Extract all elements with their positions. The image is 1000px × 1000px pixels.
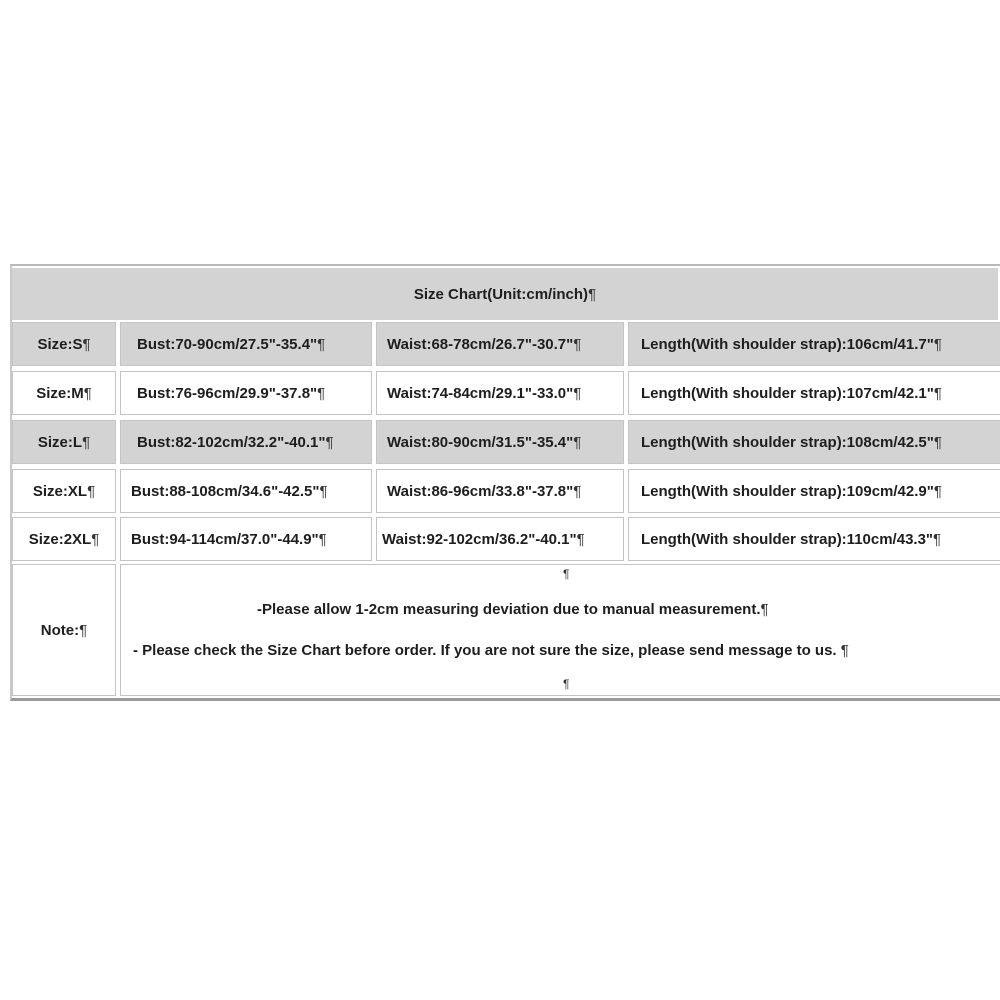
pilcrow-mark: ¶ — [325, 433, 334, 451]
note-text-1: -Please allow 1-2cm measuring deviation due to manual measurement. — [257, 601, 761, 618]
table-row — [12, 517, 1000, 561]
pilcrow-mark: ¶ — [588, 285, 597, 303]
table-row — [12, 371, 1000, 415]
size-label: Size:M — [36, 384, 84, 402]
pilcrow-mark: ¶ — [573, 335, 582, 353]
length-cell — [628, 517, 1000, 561]
note-body-cell — [120, 564, 1000, 696]
bust-cell — [120, 322, 372, 366]
pilcrow-mark: ¶ — [318, 530, 327, 548]
pilcrow-mark: ¶ — [317, 384, 326, 402]
pilcrow-mark: ¶ — [933, 482, 942, 500]
pilcrow-mark: ¶ — [933, 530, 942, 548]
pilcrow-mark: ¶ — [319, 482, 328, 500]
length-cell — [628, 322, 1000, 366]
pilcrow-mark: ¶ — [573, 482, 582, 500]
table-row — [12, 420, 1000, 464]
length-value: Length(With shoulder strap):109cm/42.9" — [641, 482, 934, 500]
pilcrow-mark: ¶ — [573, 433, 582, 451]
note-line-1 — [257, 601, 769, 618]
size-chart-table — [10, 264, 1000, 701]
pilcrow-mark: ¶ — [82, 335, 91, 353]
waist-value: Waist:86-96cm/33.8"-37.8" — [387, 482, 574, 500]
bust-cell — [120, 469, 372, 513]
bust-value: Bust:88-108cm/34.6"-42.5" — [131, 482, 320, 500]
pilcrow-mark: ¶ — [760, 601, 769, 618]
length-cell — [628, 371, 1000, 415]
table-row — [12, 322, 1000, 366]
waist-cell — [376, 420, 624, 464]
note-label-cell — [12, 564, 116, 696]
bust-value: Bust:76-96cm/29.9"-37.8" — [137, 384, 318, 402]
bust-cell — [120, 371, 372, 415]
note-text-2: - Please check the Size Chart before order. If you are not sure the size, please send message to us. — [133, 642, 841, 659]
table-row — [12, 469, 1000, 513]
size-label: Size:2XL — [28, 530, 92, 548]
pilcrow-mark: ¶ — [317, 335, 326, 353]
waist-value: Waist:68-78cm/26.7"-30.7" — [387, 335, 574, 353]
waist-cell — [376, 371, 624, 415]
bust-cell — [120, 517, 372, 561]
waist-cell — [376, 469, 624, 513]
table-title-cell — [12, 268, 998, 320]
note-label: Note: — [40, 621, 80, 639]
size-label: Size:S — [37, 335, 83, 353]
pilcrow-mark: ¶ — [82, 433, 91, 451]
waist-value: Waist:74-84cm/29.1"-33.0" — [387, 384, 574, 402]
pilcrow-mark: ¶ — [79, 621, 88, 639]
pilcrow-mark: ¶ — [563, 677, 570, 691]
size-cell — [12, 420, 116, 464]
length-value: Length(With shoulder strap):108cm/42.5" — [641, 433, 934, 451]
size-label: Size:XL — [32, 482, 88, 500]
size-label: Size:L — [37, 433, 83, 451]
length-value: Length(With shoulder strap):110cm/43.3" — [641, 530, 934, 548]
bust-value: Bust:94-114cm/37.0"-44.9" — [131, 530, 319, 548]
pilcrow-mark: ¶ — [87, 482, 96, 500]
waist-value: Waist:80-90cm/31.5"-35.4" — [387, 433, 574, 451]
pilcrow-mark: ¶ — [933, 433, 942, 451]
length-cell — [628, 420, 1000, 464]
length-cell — [628, 469, 1000, 513]
length-value: Length(With shoulder strap):107cm/42.1" — [641, 384, 934, 402]
length-value: Length(With shoulder strap):106cm/41.7" — [641, 335, 934, 353]
pilcrow-mark: ¶ — [563, 567, 570, 581]
pilcrow-mark: ¶ — [933, 335, 942, 353]
pilcrow-mark: ¶ — [83, 384, 92, 402]
bust-value: Bust:70-90cm/27.5"-35.4" — [137, 335, 318, 353]
bust-cell — [120, 420, 372, 464]
waist-cell — [376, 517, 624, 561]
note-line-2 — [133, 642, 849, 659]
size-cell — [12, 517, 116, 561]
size-cell — [12, 322, 116, 366]
waist-cell — [376, 322, 624, 366]
size-cell — [12, 371, 116, 415]
waist-value: Waist:92-102cm/36.2"-40.1" — [382, 530, 577, 548]
pilcrow-mark: ¶ — [573, 384, 582, 402]
table-title: Size Chart(Unit:cm/inch) — [413, 285, 589, 303]
pilcrow-mark: ¶ — [576, 530, 585, 548]
pilcrow-mark: ¶ — [933, 384, 942, 402]
bust-value: Bust:82-102cm/32.2"-40.1" — [137, 433, 326, 451]
pilcrow-mark: ¶ — [840, 642, 849, 659]
pilcrow-mark: ¶ — [91, 530, 100, 548]
size-cell — [12, 469, 116, 513]
